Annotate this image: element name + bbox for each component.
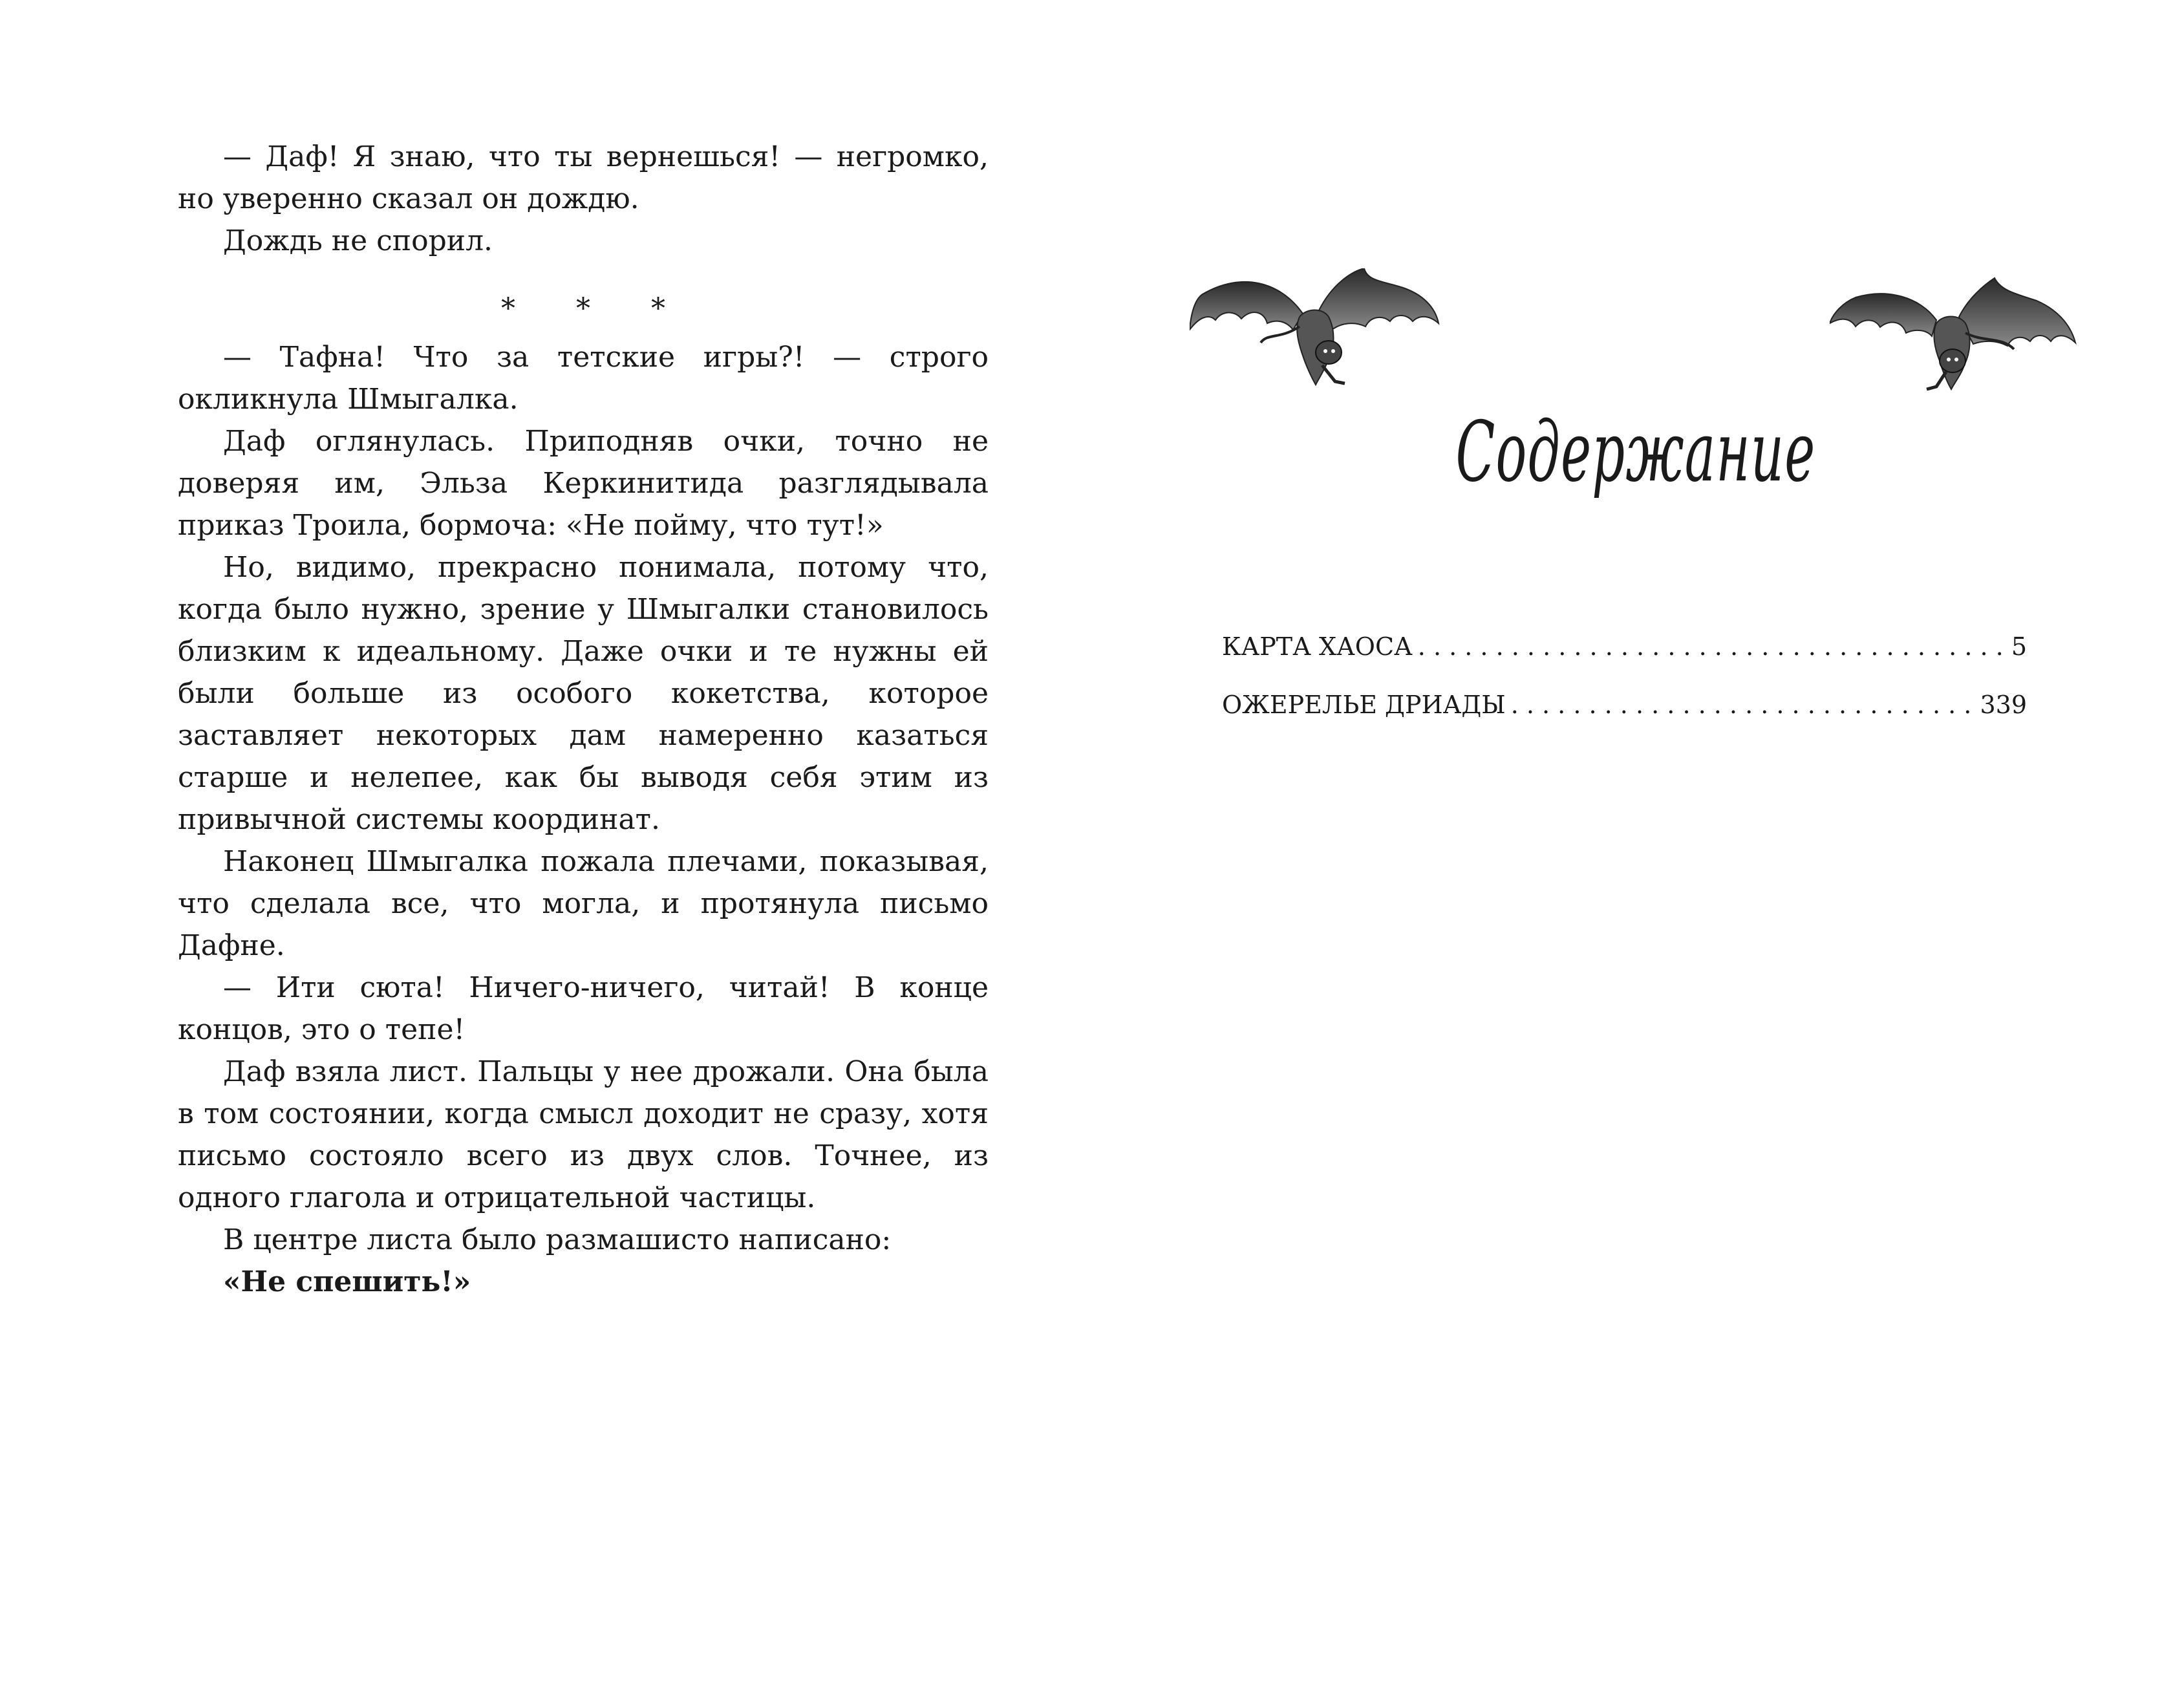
paragraph: Дождь не спорил. xyxy=(223,224,493,257)
right-page xyxy=(1190,246,2095,1151)
table-of-contents xyxy=(1222,627,2027,744)
toc-entry-name: ОЖЕРЕЛЬЕ ДРИАДЫ xyxy=(1222,691,1506,719)
toc-title: Содержание xyxy=(1455,404,1816,500)
paragraph: Даф взяла лист. Пальцы у нее дрожали. Она была в том состоянии, когда смысл доходит не сразу, хотя письмо состояло всего из двух слов. Точнее, из одного глагола и отрицательной частицы. xyxy=(178,1055,989,1214)
paragraph: — Даф! Я знаю, что ты вернешься! — негромко, но уверенно сказал он дождю. xyxy=(178,140,989,215)
toc-leader-dots xyxy=(1418,627,2006,666)
paragraph: Наконец Шмыгалка пожала плечами, показывая, что сделала все, что могла, и протянула письмо Дафне. xyxy=(178,845,989,962)
dragon-icon xyxy=(1830,272,2082,394)
toc-entry-page: 5 xyxy=(2011,632,2027,661)
emphasized-line: «Не спешить!» xyxy=(223,1265,471,1298)
paragraph: Даф оглянулась. Приподняв очки, точно не доверяя им, Эльза Керкинитида разглядывала приказ Троила, бормоча: «Не пойму, что тут!» xyxy=(178,425,989,542)
toc-entry[interactable] xyxy=(1222,627,2027,685)
toc-entry-page: 339 xyxy=(1980,691,2027,719)
toc-entry-name: КАРТА ХАОСА xyxy=(1222,632,1413,661)
paragraph: Но, видимо, прекрасно понимала, потому что, когда было нужно, зрение у Шмыгалки становилось близким к идеальному. Даже очки и те нужны ей были больше из особого кокетства, которое заставляет некоторых дам намеренно казаться старше и нелепее, как бы выводя себя этим из привычной системы координат. xyxy=(178,551,989,836)
toc-entry[interactable] xyxy=(1222,685,2027,744)
paragraph: — Тафна! Что за тетские игры?! — строго окликнула Шмыгалка. xyxy=(178,341,989,416)
toc-leader-dots xyxy=(1511,685,1975,724)
dragon-icon xyxy=(1190,268,1442,391)
left-page xyxy=(178,136,989,1303)
section-separator: * * * xyxy=(501,292,691,325)
paragraph: — Ити сюта! Ничего-ничего, читай! В конце концов, это о тепе! xyxy=(178,971,989,1046)
paragraph: В центре листа было размашисто написано: xyxy=(223,1223,892,1256)
